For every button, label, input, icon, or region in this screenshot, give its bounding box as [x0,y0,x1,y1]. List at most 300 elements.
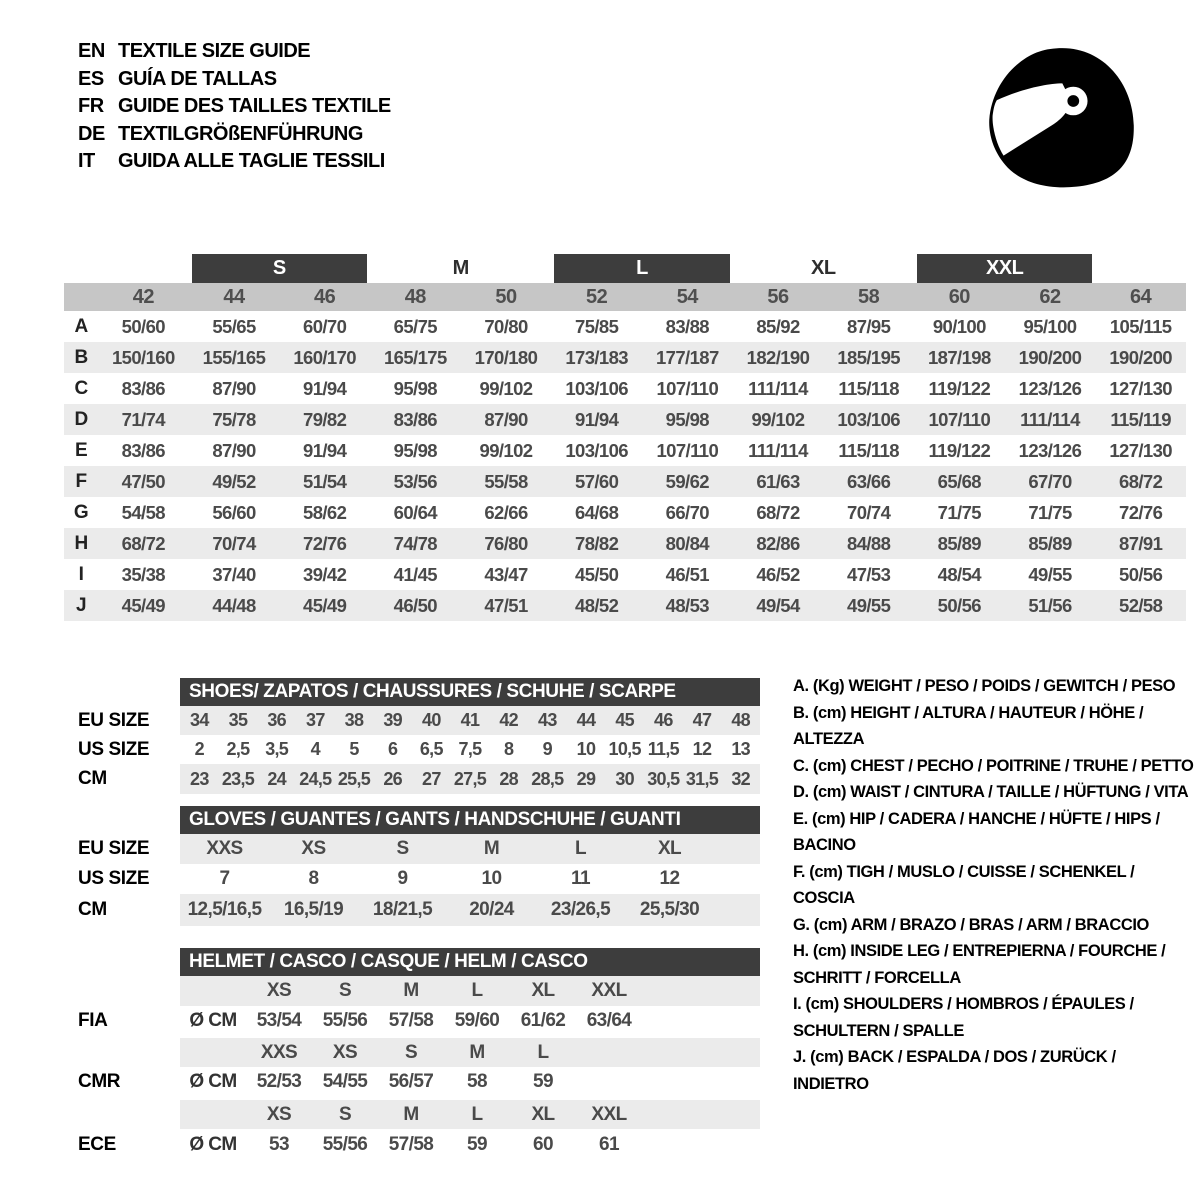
size-value: 107/110 [656,439,719,461]
shoes-eu-size: 43 [538,710,557,730]
size-value: 103/106 [837,408,900,430]
row-label: A [74,315,88,337]
size-value: 84/88 [847,532,891,554]
gloves-us-size-row [180,864,760,894]
lang-line-it [78,148,391,176]
size-value: 37/40 [212,563,256,585]
row-label: H [74,532,88,554]
helmet-size-header: XXS [260,1041,298,1063]
size-value: 62/66 [484,501,528,523]
language-title-block [78,38,391,176]
gloves-eu-size-label: EU SIZE [78,838,150,859]
column-header: 60 [948,285,970,308]
size-value: 83/86 [121,377,165,399]
lang-code: IT [78,150,95,173]
column-header: 54 [676,285,698,308]
size-value: 99/102 [751,408,805,430]
size-value: 48/52 [575,594,619,616]
shoes-eu-size: 37 [306,710,325,730]
size-value: 65/68 [937,470,981,492]
shoes-eu-size: 34 [190,710,209,730]
size-value: 57/60 [575,470,619,492]
gloves-cm-row [180,894,760,926]
gloves-us-size: 7 [219,868,230,889]
size-value: 115/118 [838,439,899,461]
column-header: 48 [404,285,426,308]
size-value: 190/200 [1018,346,1082,368]
size-value: 119/122 [928,377,991,399]
size-value: 39/42 [303,563,347,585]
gloves-eu-size: L [574,838,586,859]
size-value: 48/53 [665,594,709,616]
helmet-cmr-label: CMR [78,1071,121,1092]
lang-line-fr [78,93,391,121]
helmet-size-value: 55/56 [322,1010,368,1031]
legend-item-b: B. (cm) HEIGHT / ALTURA / HAUTEUR / HÖHE / ALTEZZA [793,703,1144,748]
shoes-us-size: 11,5 [647,739,679,759]
size-value: 82/86 [756,532,800,554]
gloves-us-size: 10 [481,868,502,889]
gloves-section-header: GLOVES / GUANTES / GANTS / HANDSCHUHE / GUANTI [180,806,760,834]
helmet-size-value: 63/64 [586,1010,632,1031]
helmet-size-header: S [338,980,352,1001]
shoes-cm-value: 28,5 [531,768,564,789]
column-header: 52 [586,285,608,308]
gloves-eu-size-row [180,834,760,864]
size-value: 91/94 [303,439,347,461]
gloves-us-size-label: US SIZE [78,868,150,889]
size-value: 68/72 [756,501,800,523]
column-header: 62 [1039,285,1061,308]
measurement-row-j [64,590,1186,621]
size-value: 78/82 [575,532,619,554]
size-value: 60/70 [303,315,347,337]
row-label: C [74,377,88,399]
helmet-size-header: XL [531,1103,555,1125]
shoes-cm-value: 23 [190,768,209,789]
size-value: 55/65 [212,315,256,337]
shoes-us-size-row [180,735,760,764]
size-value: 123/126 [1018,377,1082,399]
helmet-size-value: 55/56 [322,1133,368,1155]
size-value: 160/170 [293,346,356,368]
size-value: 47/53 [847,563,891,585]
helmet-ece-values-row [180,1129,760,1160]
gloves-us-size: 8 [308,868,319,889]
helmet-size-value: 52/53 [256,1071,302,1092]
column-header: 50 [495,285,517,308]
helmet-size-header: L [471,980,483,1001]
size-value: 60/64 [393,501,437,523]
legend-item-a: A. (Kg) WEIGHT / PESO / POIDS / GEWITCH / PESO [793,677,1176,695]
helmet-size-value-unit: Ø CM [189,1071,237,1092]
helmet-size-value: 59 [467,1133,487,1155]
helmet-size-value-unit: Ø CM [189,1133,237,1155]
shoes-eu-size-row [180,706,760,735]
legend-item-i: I. (cm) SHOULDERS / HOMBROS / ÉPAULES / SCHULTERN / SPALLE [793,995,1134,1040]
row-label: E [74,439,88,461]
helmet-size-value: 61 [599,1133,619,1155]
helmet-size-value: 53/54 [256,1010,302,1031]
size-value: 83/86 [121,439,165,461]
size-value: 182/190 [746,346,810,368]
size-value: 56/60 [212,501,256,523]
size-value: 83/86 [393,408,437,430]
size-value: 75/85 [575,315,619,337]
helmet-section-header: HELMET / CASCO / CASQUE / HELM / CASCO [180,948,760,976]
helmet-size-header: S [338,1103,352,1125]
shoes-us-size: 2,5 [226,739,250,759]
size-value: 71/75 [1028,501,1072,523]
size-value: 61/63 [756,470,800,492]
size-value: 75/78 [212,408,256,430]
shoes-eu-size: 35 [228,710,248,730]
size-value: 66/70 [665,501,709,523]
size-value: 127/130 [1109,439,1172,461]
helmet-size-header: XL [531,980,555,1001]
helmet-size-value: 58 [467,1071,487,1092]
lang-line-en [78,38,391,66]
size-value: 47/51 [484,594,528,616]
legend-item-j: J. (cm) BACK / ESPALDA / DOS / ZURÜCK / INDIETRO [793,1048,1116,1093]
helmet-size-value: 53 [269,1133,289,1155]
helmet-size-header: M [469,1041,485,1063]
measurement-row-g [64,497,1186,528]
helmet-size-header: XS [332,1041,358,1063]
legend-item-f: F. (cm) TIGH / MUSLO / CUISSE / SCHENKEL / COSCIA [793,862,1135,907]
helmet-cmr-sizes-row [180,1038,760,1067]
size-value: 50/56 [937,594,981,616]
size-value: 115/119 [1110,408,1171,430]
shoes-us-size-label: US SIZE [78,738,150,760]
size-value: 50/56 [1119,563,1163,585]
row-label: D [74,408,88,430]
size-value: 107/110 [928,408,991,430]
size-value: 90/100 [932,315,986,337]
gloves-eu-size: XS [301,838,326,859]
row-label: J [76,594,86,616]
size-value: 87/95 [847,315,891,337]
row-label: G [73,501,89,523]
lang-line-es [78,66,391,94]
size-value: 115/118 [838,377,899,399]
size-value: 95/98 [665,408,709,430]
size-value: 52/58 [1119,594,1163,616]
size-value: 44/48 [212,594,256,616]
size-value: 85/92 [756,315,800,337]
shoes-eu-size-label: EU SIZE [78,709,150,731]
helmet-ece-label: ECE [78,1133,116,1155]
size-value: 170/180 [474,346,538,368]
shoes-us-size: 13 [731,739,750,759]
column-header: 58 [858,285,880,308]
size-value: 87/90 [212,377,256,399]
size-value: 111/114 [1020,408,1080,430]
size-value: 72/76 [1119,501,1163,523]
lang-line-de [78,121,391,149]
helmet-size-value: 59 [533,1071,553,1092]
gloves-eu-size: XL [657,838,682,859]
shoes-cm-value: 26 [383,768,402,789]
size-value: 71/74 [121,408,165,430]
measurement-row-c [64,373,1186,404]
legend-item-h: H. (cm) INSIDE LEG / ENTREPIERNA / FOURCHE / SCHRITT / FORCELLA [793,942,1166,987]
helmet-size-header: L [537,1041,549,1063]
shoes-us-size: 10 [576,739,596,759]
guide-title: TEXTILGRÖßENFÜHRUNG [118,122,363,145]
column-header: 44 [223,285,245,308]
size-value: 91/94 [303,377,347,399]
legend-item-c: C. (cm) CHEST / PECHO / POITRINE / TRUHE / PETTO [793,756,1194,775]
size-value: 45/49 [121,594,165,616]
size-value: 63/66 [847,470,891,492]
size-value: 95/98 [393,439,437,461]
gloves-cm-value: 16,5/19 [283,899,344,920]
lang-code: DE [78,122,105,145]
size-value: 46/51 [665,563,709,585]
size-value: 83/88 [665,315,709,337]
helmet-fia-sizes-row [180,976,760,1006]
size-value: 55/58 [484,470,528,492]
gloves-cm-value: 23/26,5 [550,899,611,920]
row-label: I [78,563,84,585]
helmet-size-header: S [404,1041,418,1063]
shoes-cm-value: 27,5 [453,768,487,789]
helmet-size-header: XXL [591,1103,627,1125]
size-value: 49/52 [212,470,256,492]
helmet-fia-values-row [180,1006,760,1036]
shoes-cm-value: 29 [576,768,596,789]
size-value: 64/68 [575,501,619,523]
helmet-size-value: 59/60 [454,1010,500,1031]
helmet-size-header: M [403,980,419,1001]
shoes-cm-value: 25,5 [337,768,371,789]
shoes-us-size: 6,5 [419,739,443,759]
size-value: 49/55 [1028,563,1072,585]
gloves-cm-value: 18/21,5 [372,899,433,920]
size-value: 155/165 [202,346,266,368]
helmet-size-value: 60 [533,1133,553,1155]
measurement-row-e [64,435,1186,466]
shoes-cm-value: 24,5 [299,768,332,789]
helmet-size-value: 57/58 [388,1133,434,1155]
shoes-cm-value: 24 [267,768,286,789]
shoes-eu-size: 38 [344,710,364,730]
size-value: 190/200 [1109,346,1172,368]
helmet-size-value: 54/55 [322,1071,368,1092]
size-value: 74/78 [393,532,437,554]
shoes-us-size: 10,5 [608,739,641,759]
size-value: 150/160 [111,346,175,368]
shoes-cm-label: CM [78,768,107,789]
shoes-us-size: 4 [310,739,320,759]
size-value: 173/183 [565,346,628,368]
size-value: 65/75 [393,315,437,337]
gloves-cm-value: 12,5/16,5 [187,899,262,920]
size-value: 41/45 [393,563,437,585]
gloves-eu-size: S [396,838,409,859]
shoes-eu-size: 40 [422,710,441,730]
legend-item-g: G. (cm) ARM / BRAZO / BRAS / ARM / BRACCIO [793,915,1149,934]
size-value: 76/80 [484,532,528,554]
size-value: 58/62 [303,501,347,523]
size-value: 70/74 [847,501,891,523]
size-value: 123/126 [1018,439,1082,461]
shoes-us-size: 5 [349,739,359,759]
size-value: 177/187 [655,346,719,368]
shoes-us-size: 8 [504,739,514,759]
size-value: 87/91 [1119,532,1163,554]
shoes-cm-value: 30 [615,768,634,789]
size-value: 127/130 [1109,377,1172,399]
size-value: 50/60 [121,315,165,337]
gloves-us-size: 12 [659,868,680,889]
shoes-eu-size: 42 [499,710,518,730]
size-value: 67/70 [1028,470,1072,492]
guide-title: GUIDE DES TAILLES TEXTILE [118,95,391,118]
shoes-us-size: 7,5 [458,739,482,759]
size-value: 185/195 [837,346,900,368]
size-value: 87/90 [212,439,256,461]
shoes-us-size: 2 [194,739,204,759]
size-value: 99/102 [479,377,533,399]
helmet-size-header: XS [266,1103,292,1125]
size-value: 95/100 [1023,315,1077,337]
size-value: 70/80 [484,315,528,337]
size-value: 111/114 [748,377,808,399]
helmet-size-value: 61/62 [520,1010,566,1031]
helmet-size-value: 56/57 [388,1071,434,1092]
size-value: 187/198 [927,346,991,368]
shoes-eu-size: 39 [383,710,402,730]
size-value: 46/50 [393,594,437,616]
size-value: 48/54 [937,563,981,585]
measurement-row-h [64,528,1186,559]
size-group-xl: XL [811,257,836,279]
measurement-row-b [64,342,1186,373]
shoes-us-size: 9 [542,739,552,759]
size-value: 71/75 [937,501,981,523]
size-group-row [64,254,1186,283]
size-value: 46/52 [756,563,800,585]
guide-title: TEXTILE SIZE GUIDE [118,40,311,63]
size-group-l: L [554,254,729,283]
helmet-size-value-unit: Ø CM [189,1010,237,1031]
size-value: 72/76 [303,532,347,554]
size-value: 99/102 [479,439,533,461]
size-value: 59/62 [665,470,709,492]
size-value: 70/74 [212,532,256,554]
gloves-us-size: 11 [571,868,590,889]
size-value: 87/90 [484,408,528,430]
helmet-cmr-values-row [180,1067,760,1097]
numeric-size-header-row [64,283,1186,311]
lang-code: ES [78,67,104,90]
lang-code: EN [78,40,105,63]
size-value: 119/122 [928,439,991,461]
gloves-us-size: 9 [397,868,408,889]
gloves-eu-size: XXS [206,838,243,859]
textile-size-table [64,254,1186,621]
size-value: 85/89 [1028,532,1072,554]
size-value: 49/54 [756,594,800,616]
helmet-size-header: XXL [591,980,627,1001]
measurement-row-f [64,466,1186,497]
shoes-eu-size: 45 [615,710,634,730]
column-header: 42 [132,285,154,308]
shoes-us-size: 6 [388,739,398,759]
size-value: 51/56 [1028,594,1072,616]
column-header: 56 [767,285,789,308]
shoes-cm-value: 31,5 [685,768,719,789]
shoes-cm-value: 32 [731,768,750,789]
size-value: 80/84 [665,532,709,554]
helmet-fia-label: FIA [78,1010,108,1031]
gloves-cm-value: 25,5/30 [639,899,700,920]
measurement-legend [793,673,1195,1097]
shoes-eu-size: 44 [576,710,596,730]
measurement-row-a [64,311,1186,342]
shoes-us-size: 3,5 [265,739,289,759]
shoes-cm-row [180,764,760,794]
measurement-row-i [64,559,1186,590]
size-value: 47/50 [121,470,165,492]
helmet-size-header: L [471,1103,483,1125]
gloves-cm-value: 20/24 [469,899,514,920]
size-value: 49/55 [847,594,891,616]
size-group-m: M [452,257,469,279]
size-value: 68/72 [1119,470,1163,492]
size-value: 91/94 [575,408,619,430]
helmet-ece-sizes-row [180,1100,760,1129]
shoes-eu-size: 36 [267,710,286,730]
size-value: 35/38 [121,563,165,585]
shoes-eu-size: 48 [731,710,750,730]
size-value: 103/106 [565,439,628,461]
shoes-section-header: SHOES/ ZAPATOS / CHAUSSURES / SCHUHE / SCARPE [180,678,760,706]
shoes-us-size: 12 [692,739,712,759]
legend-item-d: D. (cm) WAIST / CINTURA / TAILLE / HÜFTUNG / VITA [793,783,1189,801]
row-label: B [74,346,88,368]
size-value: 105/115 [1109,315,1172,337]
size-value: 85/89 [937,532,981,554]
helmet-size-header: M [403,1103,419,1125]
lang-code: FR [78,95,104,118]
row-label: F [75,470,87,492]
gloves-eu-size: M [483,838,500,859]
shoes-eu-size: 41 [460,710,480,730]
gloves-cm-label: CM [78,899,107,920]
size-value: 51/54 [303,470,347,492]
size-value: 45/49 [303,594,347,616]
column-header: 46 [314,285,336,308]
size-value: 95/98 [393,377,437,399]
size-value: 54/58 [121,501,165,523]
size-value: 68/72 [121,532,165,554]
measurement-row-d [64,404,1186,435]
size-value: 53/56 [393,470,437,492]
shoes-cm-value: 27 [422,768,441,789]
size-value: 165/175 [383,346,447,368]
size-value: 107/110 [656,377,719,399]
legend-item-e: E. (cm) HIP / CADERA / HANCHE / HÜFTE / HIPS / BACINO [793,809,1160,854]
size-value: 45/50 [575,563,619,585]
size-value: 43/47 [484,563,528,585]
column-header: 64 [1130,285,1152,308]
helmet-size-value: 57/58 [388,1010,434,1031]
shoes-cm-value: 23,5 [221,768,255,789]
size-value: 79/82 [303,408,347,430]
